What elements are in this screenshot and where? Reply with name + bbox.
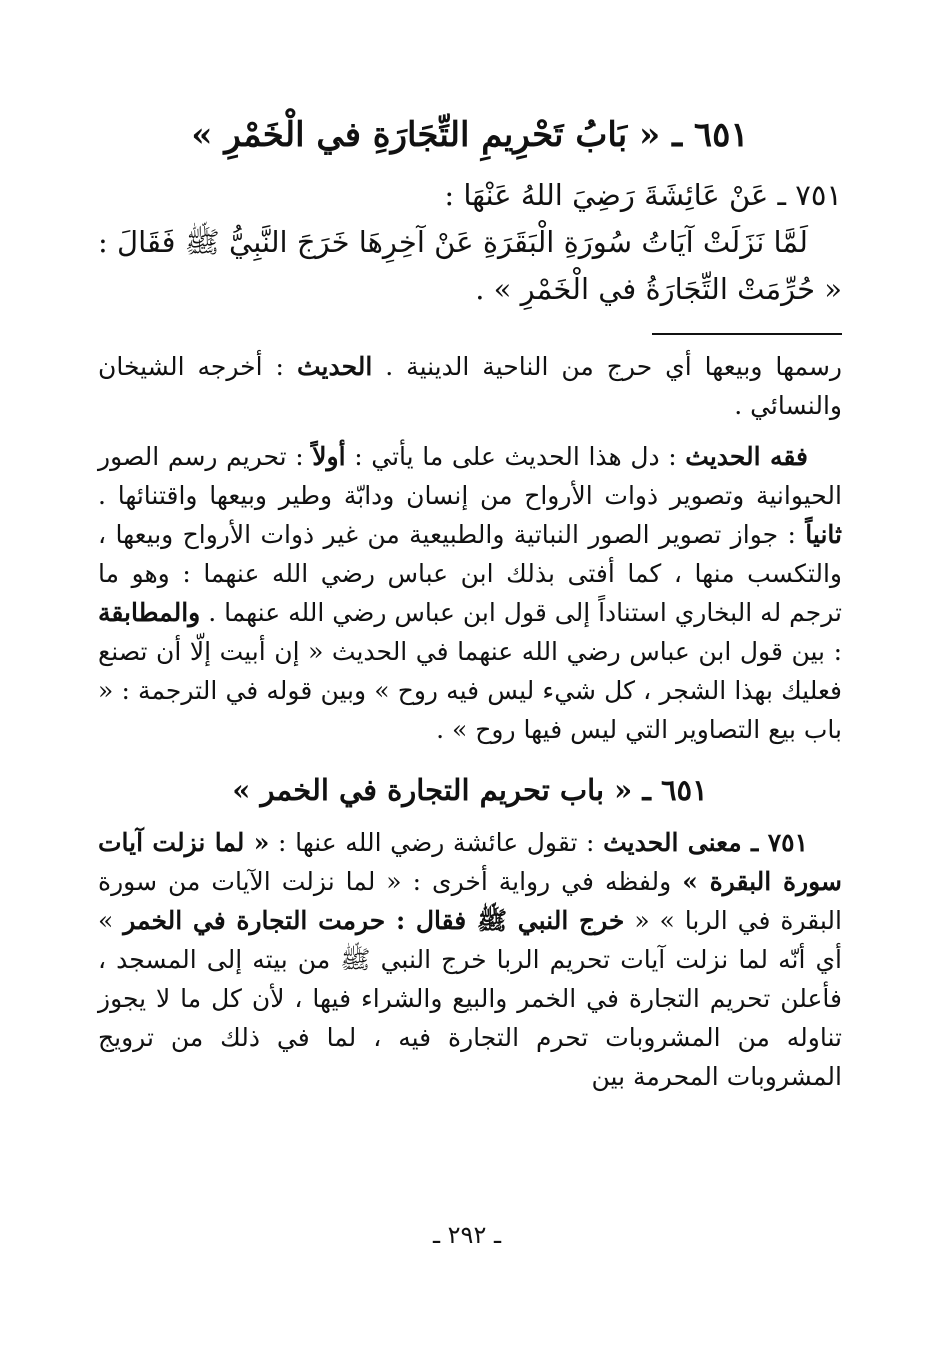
commentary-text: : دل هذا الحديث على ما يأتي : — [354, 442, 677, 471]
footnote-separator — [652, 333, 842, 335]
first-point-label: أولاً — [312, 442, 346, 471]
chapter-title: ٦٥١ ـ « بَابُ تَحْرِيمِ التِّجَارَةِ في الْخَمْرِ » — [191, 115, 749, 155]
hadith-block — [98, 172, 842, 313]
commentary-bold-label: الحديث — [296, 352, 373, 381]
meaning-quote: خرج النبي ﷺ فقال : حرمت التجارة في الخمر — [123, 906, 625, 935]
correspondence-label: والمطابقة — [98, 598, 201, 627]
page-content — [98, 108, 842, 1096]
commentary-text: رسمها وبيعها أي حرج من الناحية الدينية . — [385, 352, 842, 381]
hadith-text: لَمَّا نَزَلَتْ آيَاتُ سُورَةِ الْبَقَرَةِ عَنْ آخِرِهَا خَرَجَ النَّبِيُّ ﷺ فَقَالَ : « حُرِّمَتْ التِّجَارَةُ في الْخَمْرِ » . — [98, 225, 842, 306]
commentary-text: : أخرجه الشيخان والنسائي . — [98, 352, 842, 420]
meaning-text: ولفظه في رواية أخرى : « لما نزلت الآيات من سورة البقرة في الربا » « — [98, 867, 842, 935]
commentary-text: : جواز تصوير الصور النباتية والطبيعية من غير ذوات الأرواح وبيعها ، والتكسب منها ، كما أفتى بذلك ابن عباس رضي الله عنهما : وهو ما ترجم له البخاري استناداً إلى قول ابن عباس رضي الله عنهما . — [98, 520, 842, 627]
meaning-text: » أي أنّه لما نزلت آيات تحريم الربا خرج النبي ﷺ من بيته إلى المسجد ، فأعلن تحريم التجارة في الخمر والبيع والشراء فيها ، لأن كل ما لا يجوز تناوله من المشروبات تحرم التجارة فيه ، لما في ذلك من ترويج المشروبات المحرمة بين — [98, 906, 842, 1091]
hadith-narrator: ٧٥١ ـ عَنْ عَائِشَةَ رَضِيَ اللهُ عَنْهَا : — [444, 178, 842, 212]
meaning-label: ٧٥١ ـ معنى الحديث — [603, 828, 809, 857]
page-number: ـ ٢٩٢ ـ — [432, 1221, 501, 1249]
commentary-text: : بين قول ابن عباس رضي الله عنهما في الحديث « إن أبيت إلّا أن تصنع فعليك بهذا الشجر ، كل شيء ليس فيه روح » وبين قوله في الترجمة : « باب بيع التصاوير التي ليس فيها روح » . — [98, 637, 842, 744]
fiqh-paragraph — [98, 437, 842, 749]
second-point-label: ثانياً — [805, 520, 842, 549]
meaning-quote: « لما نزلت آيات سورة البقرة » — [98, 828, 843, 896]
section-heading: ٦٥١ ـ « باب تحريم التجارة في الخمر » — [232, 773, 708, 807]
commentary-paragraph — [98, 347, 842, 425]
commentary-text: : تحريم رسم الصور الحيوانية وتصوير ذوات الأرواح من إنسان ودابّة وطير وبيعها واقتنائها . — [98, 442, 842, 510]
meaning-text: : تقول عائشة رضي الله عنها : — [278, 828, 595, 857]
commentary — [98, 347, 842, 749]
meaning-paragraph — [98, 823, 842, 1096]
fiqh-label: فقه الحديث — [685, 442, 808, 471]
meaning-section — [98, 823, 842, 1096]
